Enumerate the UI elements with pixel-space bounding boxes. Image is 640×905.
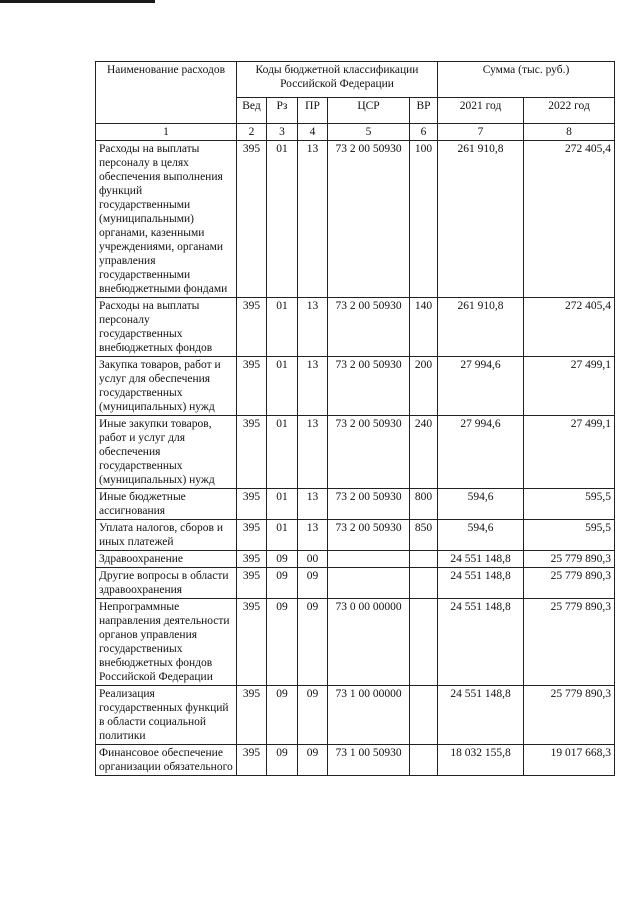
column-numbers-row bbox=[96, 124, 615, 141]
cell-y2021: 18 032 155,8 bbox=[438, 745, 524, 776]
cell-csr: 73 2 00 50930 bbox=[328, 520, 410, 551]
cell-ved: 395 bbox=[237, 489, 267, 520]
cell-csr: 73 2 00 50930 bbox=[328, 298, 410, 357]
table-row bbox=[96, 357, 615, 416]
cell-vr: 240 bbox=[410, 416, 438, 489]
cell-ved: 395 bbox=[237, 551, 267, 568]
cell-y2021: 24 551 148,8 bbox=[438, 686, 524, 745]
cell-rz: 01 bbox=[267, 357, 298, 416]
table-row bbox=[96, 568, 615, 599]
cell-csr: 73 1 00 50930 bbox=[328, 745, 410, 776]
cell-ved: 395 bbox=[237, 745, 267, 776]
cell-name: Иные закупки товаров, работ и услуг для обеспечения государственных (муниципальных) нужд bbox=[96, 416, 237, 489]
col-number: 8 bbox=[524, 124, 615, 141]
cell-csr bbox=[328, 551, 410, 568]
table-row bbox=[96, 141, 615, 298]
cell-pr: 00 bbox=[298, 551, 328, 568]
cell-name: Здравоохранение bbox=[96, 551, 237, 568]
cell-name: Расходы на выплаты персоналу государственных внебюджетных фондов bbox=[96, 298, 237, 357]
top-border-line bbox=[0, 0, 155, 3]
cell-rz: 01 bbox=[267, 520, 298, 551]
cell-vr bbox=[410, 745, 438, 776]
header-rz: Рз bbox=[267, 98, 298, 124]
cell-y2022: 272 405,4 bbox=[524, 141, 615, 298]
cell-vr: 800 bbox=[410, 489, 438, 520]
cell-ved: 395 bbox=[237, 599, 267, 686]
header-row-top bbox=[96, 62, 615, 98]
col-number: 6 bbox=[410, 124, 438, 141]
cell-y2022: 25 779 890,3 bbox=[524, 568, 615, 599]
col-number: 5 bbox=[328, 124, 410, 141]
cell-y2022: 25 779 890,3 bbox=[524, 686, 615, 745]
cell-csr: 73 2 00 50930 bbox=[328, 416, 410, 489]
cell-csr: 73 2 00 50930 bbox=[328, 489, 410, 520]
col-number: 1 bbox=[96, 124, 237, 141]
cell-ved: 395 bbox=[237, 686, 267, 745]
cell-y2021: 261 910,8 bbox=[438, 141, 524, 298]
cell-pr: 09 bbox=[298, 599, 328, 686]
cell-csr: 73 1 00 00000 bbox=[328, 686, 410, 745]
header-vr: ВР bbox=[410, 98, 438, 124]
table-row bbox=[96, 416, 615, 489]
cell-vr: 850 bbox=[410, 520, 438, 551]
cell-pr: 13 bbox=[298, 489, 328, 520]
cell-pr: 09 bbox=[298, 568, 328, 599]
cell-pr: 13 bbox=[298, 357, 328, 416]
cell-rz: 01 bbox=[267, 141, 298, 298]
cell-y2021: 594,6 bbox=[438, 489, 524, 520]
cell-y2021: 24 551 148,8 bbox=[438, 568, 524, 599]
cell-rz: 09 bbox=[267, 568, 298, 599]
cell-ved: 395 bbox=[237, 141, 267, 298]
table-row bbox=[96, 551, 615, 568]
col-number: 3 bbox=[267, 124, 298, 141]
cell-pr: 13 bbox=[298, 520, 328, 551]
cell-csr: 73 0 00 00000 bbox=[328, 599, 410, 686]
cell-y2021: 594,6 bbox=[438, 520, 524, 551]
col-number: 7 bbox=[438, 124, 524, 141]
budget-table bbox=[95, 61, 615, 776]
cell-vr bbox=[410, 686, 438, 745]
cell-y2021: 24 551 148,8 bbox=[438, 599, 524, 686]
cell-vr: 140 bbox=[410, 298, 438, 357]
cell-rz: 01 bbox=[267, 416, 298, 489]
cell-rz: 09 bbox=[267, 745, 298, 776]
cell-y2022: 19 017 668,3 bbox=[524, 745, 615, 776]
cell-y2021: 27 994,6 bbox=[438, 416, 524, 489]
table-row bbox=[96, 599, 615, 686]
table-row bbox=[96, 298, 615, 357]
cell-rz: 01 bbox=[267, 298, 298, 357]
cell-name: Иные бюджетные ассигнования bbox=[96, 489, 237, 520]
cell-name: Расходы на выплаты персоналу в целях обеспечения выполнения функций государственными (муниципальными) органами, казенными учреждениями, органами управления государственными внебюджетными фондами bbox=[96, 141, 237, 298]
cell-csr: 73 2 00 50930 bbox=[328, 357, 410, 416]
cell-pr: 13 bbox=[298, 416, 328, 489]
cell-csr bbox=[328, 568, 410, 599]
cell-name: Закупка товаров, работ и услуг для обеспечения государственных (муниципальных) нужд bbox=[96, 357, 237, 416]
cell-y2021: 24 551 148,8 bbox=[438, 551, 524, 568]
cell-csr: 73 2 00 50930 bbox=[328, 141, 410, 298]
cell-y2022: 595,5 bbox=[524, 520, 615, 551]
col-number: 2 bbox=[237, 124, 267, 141]
cell-y2022: 595,5 bbox=[524, 489, 615, 520]
cell-vr: 200 bbox=[410, 357, 438, 416]
cell-vr: 100 bbox=[410, 141, 438, 298]
cell-y2021: 27 994,6 bbox=[438, 357, 524, 416]
cell-vr bbox=[410, 599, 438, 686]
header-codes: Коды бюджетной классификации Российской Федерации bbox=[237, 62, 438, 98]
cell-y2022: 25 779 890,3 bbox=[524, 551, 615, 568]
cell-rz: 09 bbox=[267, 686, 298, 745]
cell-y2022: 25 779 890,3 bbox=[524, 599, 615, 686]
cell-vr bbox=[410, 568, 438, 599]
header-name: Наименование расходов bbox=[96, 62, 237, 124]
cell-name: Непрограммные направления деятельности органов управления государствениых внебюджетных фондов Российской Федерации bbox=[96, 599, 237, 686]
cell-name: Финансовое обеспечение организации обязательного bbox=[96, 745, 237, 776]
cell-pr: 09 bbox=[298, 686, 328, 745]
header-sum: Сумма (тыс. руб.) bbox=[438, 62, 615, 98]
table-row bbox=[96, 520, 615, 551]
header-2021: 2021 год bbox=[438, 98, 524, 124]
cell-y2021: 261 910,8 bbox=[438, 298, 524, 357]
col-number: 4 bbox=[298, 124, 328, 141]
cell-y2022: 27 499,1 bbox=[524, 416, 615, 489]
cell-y2022: 272 405,4 bbox=[524, 298, 615, 357]
header-csr: ЦСР bbox=[328, 98, 410, 124]
cell-rz: 09 bbox=[267, 551, 298, 568]
cell-vr bbox=[410, 551, 438, 568]
cell-pr: 13 bbox=[298, 298, 328, 357]
header-ved: Вед bbox=[237, 98, 267, 124]
table-row bbox=[96, 686, 615, 745]
cell-name: Другие вопросы в области здравоохранения bbox=[96, 568, 237, 599]
table-row bbox=[96, 489, 615, 520]
header-pr: ПР bbox=[298, 98, 328, 124]
cell-pr: 09 bbox=[298, 745, 328, 776]
cell-ved: 395 bbox=[237, 416, 267, 489]
table-row bbox=[96, 745, 615, 776]
header-2022: 2022 год bbox=[524, 98, 615, 124]
cell-name: Реализация государственных функций в области социальной политики bbox=[96, 686, 237, 745]
cell-y2022: 27 499,1 bbox=[524, 357, 615, 416]
cell-ved: 395 bbox=[237, 520, 267, 551]
cell-ved: 395 bbox=[237, 298, 267, 357]
cell-pr: 13 bbox=[298, 141, 328, 298]
cell-ved: 395 bbox=[237, 568, 267, 599]
cell-ved: 395 bbox=[237, 357, 267, 416]
cell-rz: 09 bbox=[267, 599, 298, 686]
cell-rz: 01 bbox=[267, 489, 298, 520]
cell-name: Уплата налогов, сборов и иных платежей bbox=[96, 520, 237, 551]
